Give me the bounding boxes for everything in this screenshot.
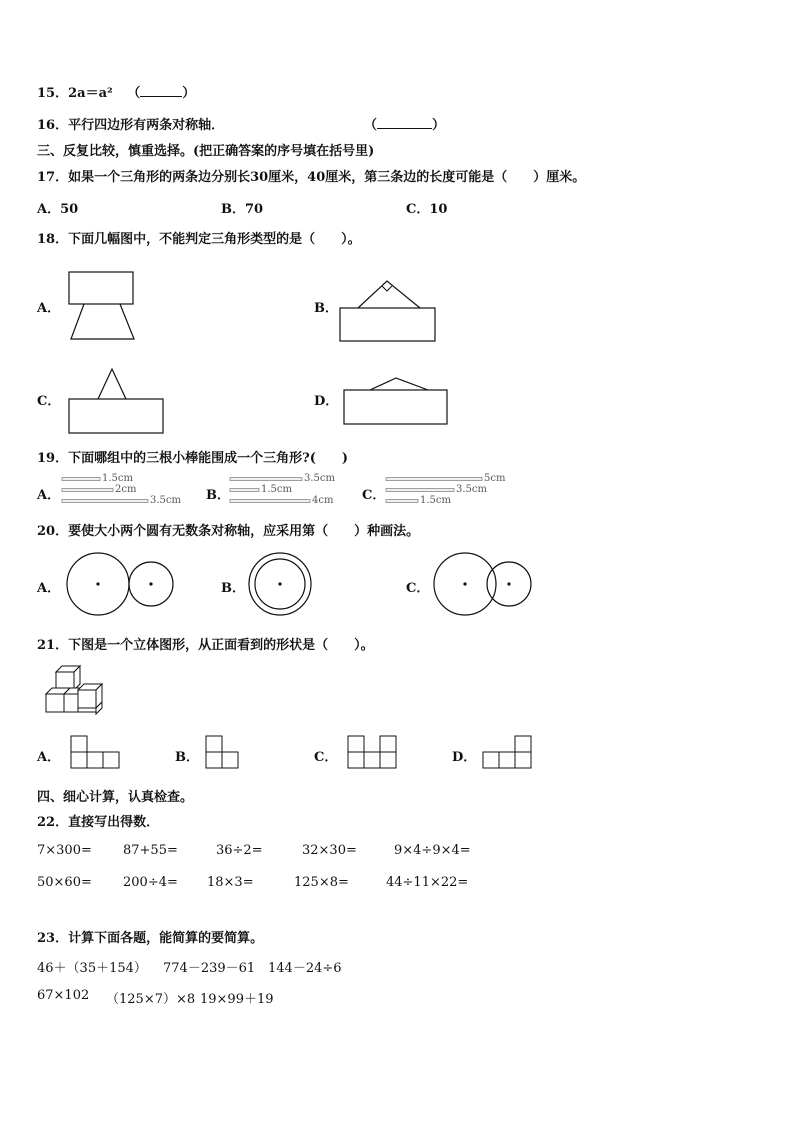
q20-label-a[interactable]: A． [37,581,61,596]
q23-item: 46＋（35＋154） [37,961,147,976]
q16-answer-blank[interactable] [377,116,432,129]
stick [230,500,310,503]
q18-figure-d [340,374,450,428]
q16-paren-left: （ [364,118,378,133]
q19-b-stick-2-length: 1.5cm [261,484,292,495]
q18-label-a[interactable]: A． [37,301,61,316]
question-23: 23．计算下面各题，能简算的要简算。 [37,931,264,946]
q19-a-stick-1-length: 1.5cm [102,473,133,484]
q16-statement: 平行四边形有两条对称轴． [68,118,225,133]
q21-view-a [70,735,122,771]
stick [62,478,100,481]
q17-option-c[interactable]: C．10 [406,202,448,217]
q22-item: 44÷11×22= [386,875,469,890]
section-4-heading: 四、细心计算，认真检查。 [37,790,194,805]
q19-label-c[interactable]: C． [362,488,386,503]
q19-c-stick-1-length: 5cm [484,473,506,484]
q20-figure-b [247,552,315,618]
q23-item: 67×102 [37,988,90,1003]
q19-label-a[interactable]: A． [37,488,61,503]
q20-label-b[interactable]: B． [221,581,245,596]
q19-sticks-b [230,474,360,510]
q21-solid-figure [42,664,112,716]
q22-item: 87+55= [123,843,178,858]
question-18: 18．下面几幅图中，不能判定三角形类型的是（ ）。 [37,232,361,247]
q22-item: 7×300= [37,843,92,858]
q23-item: 19×99＋19 [200,992,274,1007]
q22-item: 32×30= [302,843,357,858]
q22-item: 200÷4= [123,875,178,890]
q23-item: （125×7）×8 [106,992,196,1007]
q21-label-b[interactable]: B． [175,750,199,765]
stick [386,500,418,503]
q20-figure-a [66,552,178,618]
q22-item: 36÷2= [216,843,263,858]
q18-figure-c [66,366,166,436]
q15-answer-blank[interactable] [140,84,182,97]
stick [230,478,302,481]
q21-view-c [347,735,401,771]
q19-label-b[interactable]: B． [206,488,230,503]
q23-item: 774－239－61 [163,961,256,976]
q21-view-b [205,735,243,771]
question-20: 20．要使大小两个圆有无数条对称轴，应采用第（ ）种画法。 [37,524,420,539]
q21-label-a[interactable]: A． [37,750,61,765]
stick [386,478,482,481]
q16-paren-right: ） [432,118,446,133]
question-19: 19．下面哪组中的三根小棒能围成一个三角形?( ) [37,451,349,466]
stick [62,500,148,503]
q22-item: 50×60= [37,875,92,890]
q15-paren-right: ） [182,86,196,101]
q15-statement: 2a＝a² [68,86,113,101]
q20-label-c[interactable]: C． [406,581,430,596]
q18-label-c[interactable]: C． [37,394,61,409]
q18-label-d[interactable]: D． [314,394,339,409]
q23-item: 144－24÷6 [268,961,342,976]
q22-item: 9×4÷9×4= [394,843,471,858]
section-3-heading: 三、反复比较，慎重选择。(把正确答案的序号填在括号里) [37,144,375,159]
stick [230,489,259,492]
q18-figure-a [66,268,138,343]
q15-paren-left: （ [127,86,141,101]
q18-figure-b [338,276,438,344]
q19-c-stick-2-length: 3.5cm [456,484,487,495]
question-17: 17．如果一个三角形的两条边分别长30厘米，40厘米，第三条边的长度可能是（ ）厘米。 [37,170,586,185]
q22-item: 125×8= [294,875,349,890]
q16-answer [364,114,445,133]
question-15 [37,82,195,101]
q17-option-b[interactable]: B．70 [221,202,264,217]
q16-number: 16． [37,118,69,133]
q19-a-stick-3-length: 3.5cm [150,495,181,506]
q18-label-b[interactable]: B． [314,301,338,316]
stick [62,489,113,492]
q19-b-stick-1-length: 3.5cm [304,473,335,484]
q17-option-a[interactable]: A．50 [37,202,79,217]
q20-figure-c [432,552,536,618]
q19-b-stick-3-length: 4cm [312,495,334,506]
q21-label-c[interactable]: C． [314,750,338,765]
question-16 [37,114,224,133]
q19-c-stick-3-length: 1.5cm [420,495,451,506]
q21-label-d[interactable]: D． [452,750,477,765]
q19-a-stick-2-length: 2cm [115,484,137,495]
q15-number: 15． [37,86,69,101]
q22-item: 18×3= [207,875,254,890]
q21-view-d [482,735,536,771]
question-21: 21．下图是一个立体图形，从正面看到的形状是（ ）。 [37,638,374,653]
question-22: 22．直接写出得数． [37,815,160,830]
stick [386,489,454,492]
